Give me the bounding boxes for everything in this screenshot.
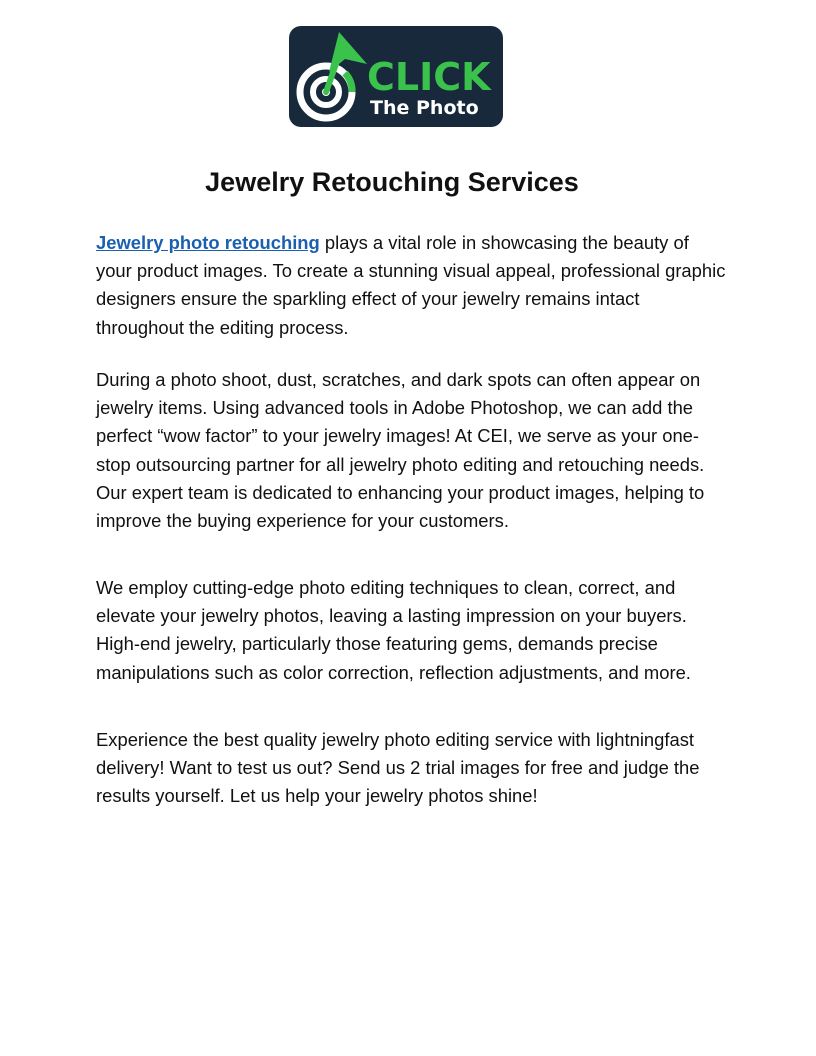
company-logo	[289, 26, 503, 127]
logo-brand-word: CLICK	[367, 55, 491, 99]
paragraph-intro	[96, 229, 726, 342]
paragraph-call-to-action: Experience the best quality jewelry photo editing service with lightningfast delivery! Want to test us out? Send us 2 trial images for free and judge the results yourself. Let us help your jewelry photos shine!	[96, 729, 700, 807]
paragraph-techniques: We employ cutting-edge photo editing techniques to clean, correct, and elevate your jewelry photos, leaving a lasting impression on your buyers. High-end jewelry, particularly those featuring gems, demands precise manipulations such as color correction, reflection adjustments, and more.	[96, 577, 691, 683]
paragraph-intro-text: plays a vital role in showcasing the beauty of your product images. To create a stunning visual appeal, professional graphic designers ensure the sparkling effect of your jewelry remains intact throughout the editing process.	[96, 232, 726, 338]
paragraph-photo-shoot: During a photo shoot, dust, scratches, and dark spots can often appear on jewelry items. Using advanced tools in Adobe Photoshop, we can add the perfect “wow factor” to your jewelry images! At CEI, we serve as your one-stop outsourcing partner for all jewelry photo editing and retouching needs. Our expert team is dedicated to enhancing your product images, helping to improve the buying experience for your customers.	[96, 369, 705, 532]
page-title: Jewelry Retouching Services	[205, 167, 579, 197]
jewelry-retouching-link[interactable]: Jewelry photo retouching	[96, 232, 320, 253]
logo-brand-subtitle: The Photo	[370, 97, 479, 119]
